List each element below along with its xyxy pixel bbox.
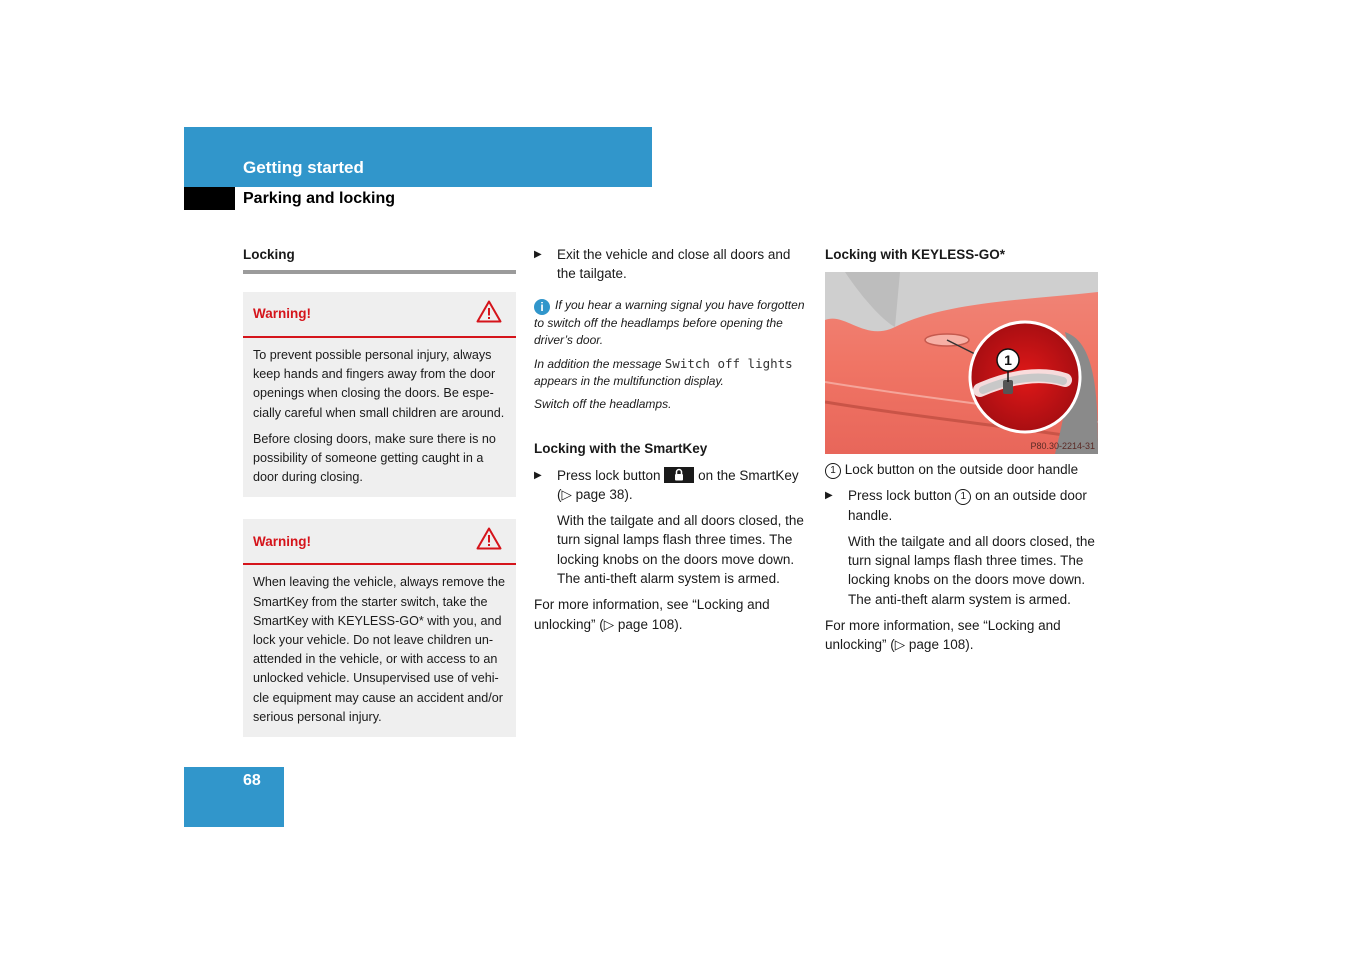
callout-number-badge: 1 [825, 463, 841, 479]
note-text: appears in the multifunction display. [534, 373, 724, 388]
step-text: Exit the vehicle and close all doors and the tailgate. [557, 247, 791, 282]
warning-title: Warning! [253, 306, 311, 322]
photo-caption [825, 460, 1098, 479]
instruction-step [825, 486, 1098, 525]
door-handle-photo [825, 272, 1098, 454]
step-text: Press lock button [848, 488, 956, 504]
lock-key-icon [664, 467, 694, 483]
step-text: Press lock button [557, 467, 665, 483]
note-text: In addition the message [534, 356, 665, 371]
note-text: If you hear a warning signal you have forgotten to switch off the headlamps before opening the driver’s door. [534, 297, 805, 347]
section-title: Parking and locking [243, 190, 396, 207]
display-message: Switch off lights [664, 355, 793, 371]
page-number: 68 [243, 772, 261, 789]
photo-code: P80.30-2214-31 [1030, 441, 1095, 451]
info-note: Switch off the headlamps. [534, 396, 672, 411]
warning-title: Warning! [253, 533, 311, 549]
step-arrow-icon: ▶ [534, 249, 542, 260]
locking-heading: Locking [243, 247, 295, 262]
header-band [184, 127, 652, 187]
warning-box-2 [243, 519, 516, 737]
warning-triangle-icon [476, 300, 502, 328]
step-text: on the SmartKey (▷ page 38). [557, 467, 799, 502]
page-number-box [184, 767, 284, 827]
keyless-go-heading: Locking with KEYLESS-GO* [825, 247, 1006, 262]
photo-callout-number: 1 [1004, 352, 1012, 368]
warning-triangle-icon [476, 527, 502, 555]
column-left [243, 245, 516, 737]
instruction-step [534, 245, 806, 284]
info-icon: i [534, 299, 550, 315]
callout-number-badge: 1 [955, 489, 971, 505]
warning-paragraph: When leaving the vehicle, always remove the SmartKey from the starter switch, take the SmartKey with KEYLESS-GO* with you, and lock your vehicle. Do not leave children un-attended in the vehicle, or with access to an unlocked vehicle. Unsupervised use of vehi-cle equipment may cause an accident and/or serious personal injury. [253, 575, 506, 724]
warning-body [243, 565, 516, 737]
step-arrow-icon: ▶ [825, 490, 833, 502]
more-info-text: For more information, see “Locking and unlocking” (▷ page 108). [534, 597, 770, 632]
step-text: on an outside door handle. [848, 488, 1087, 523]
result-text: With the tailgate and all doors closed, the turn signal lamps flash three times. The locking knobs on the doors move down. The anti-theft alarm system is armed. [848, 533, 1095, 607]
warning-box-1 [243, 292, 516, 497]
step-arrow-icon: ▶ [534, 469, 542, 481]
result-text: With the tailgate and all doors closed, the turn signal lamps flash three times. The locking knobs on the doors move down. The anti-theft alarm system is armed. [557, 513, 804, 587]
chapter-title: Getting started [243, 158, 364, 177]
smartkey-heading: Locking with the SmartKey [534, 440, 708, 456]
section-marker [184, 187, 235, 210]
more-info-text: For more information, see “Locking and unlocking” (▷ page 108). [825, 618, 1061, 653]
column-right [825, 245, 1098, 662]
caption-text: Lock button on the outside door handle [844, 462, 1079, 477]
column-middle [534, 245, 806, 641]
warning-header [243, 519, 516, 565]
heading-rule [243, 270, 516, 274]
warning-body [243, 338, 516, 497]
warning-header [243, 292, 516, 338]
warning-paragraph: To prevent possible personal injury, always keep hands and fingers away from the door openings when closing the doors. Be espe-cially careful when small children are around. [253, 348, 505, 420]
info-note [534, 297, 806, 349]
info-note [534, 355, 806, 390]
warning-paragraph: Before closing doors, make sure there is no possibility of someone getting caught in a door during closing. [253, 431, 496, 485]
instruction-step [534, 466, 806, 505]
